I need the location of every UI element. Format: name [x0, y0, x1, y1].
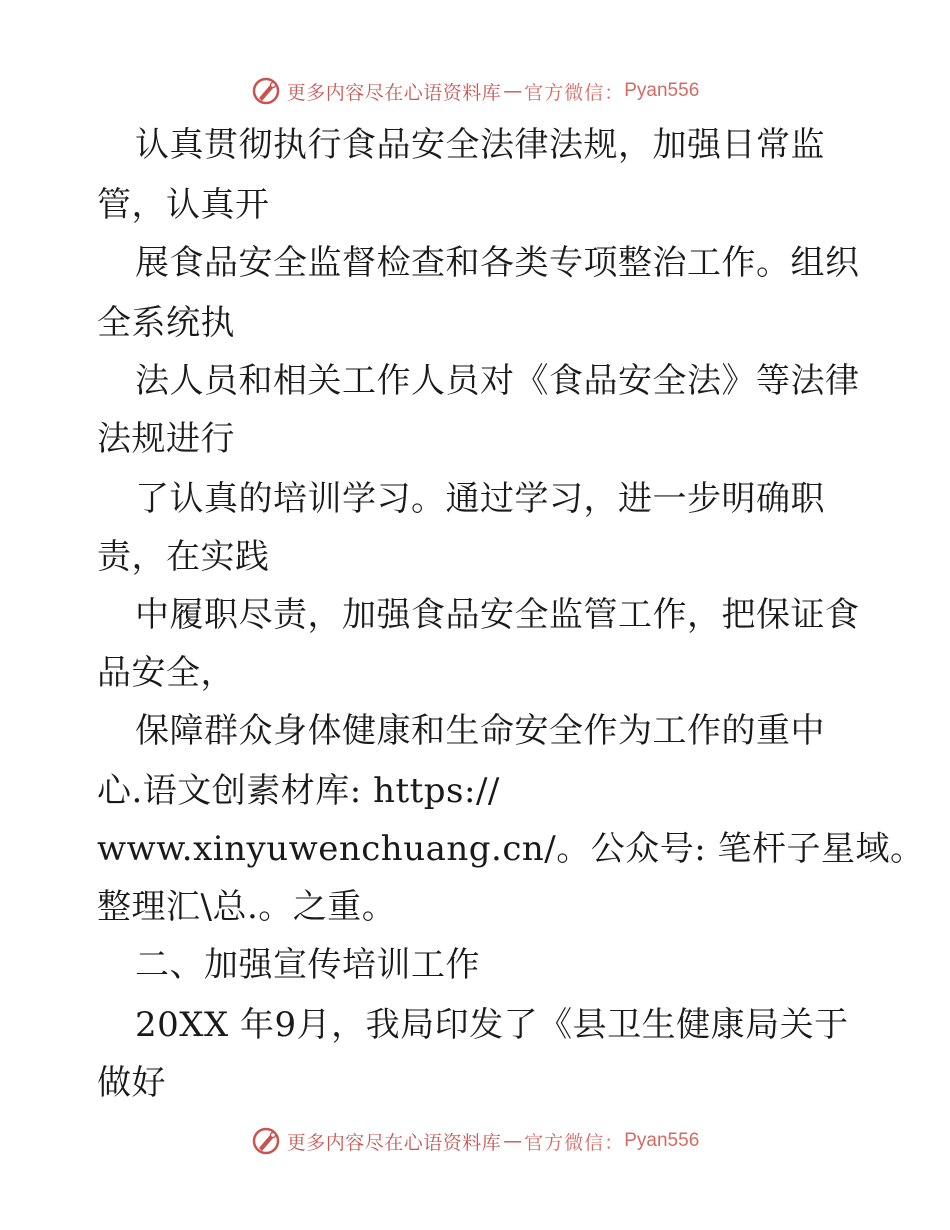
- text-line-7: 了认真的培训学习。通过学习，进一步明确职: [135, 479, 825, 519]
- text-line-14: 整理汇\总.。之重。: [97, 887, 397, 927]
- watermark-main-text: 更多内容尽在心语资料库: [286, 81, 502, 104]
- logo-icon: [251, 1126, 281, 1156]
- text-line-13: www.xinyuwenchuang.cn/。公众号: 笔杆子星域。: [97, 829, 925, 869]
- logo-icon: [251, 76, 281, 106]
- header-watermark: [0, 71, 950, 111]
- watermark-separator: —: [503, 80, 523, 102]
- watermark-handle: Pyan556: [624, 80, 700, 101]
- text-line-2: 管，认真开: [97, 185, 270, 225]
- text-line-10: 品安全，: [97, 653, 235, 693]
- section-heading: 二、加强宣传培训工作: [135, 945, 480, 985]
- footer-watermark: [0, 1121, 950, 1161]
- text-line-8: 责，在实践: [97, 537, 270, 577]
- text-line-1: 认真贯彻执行食品安全法律法规，加强日常监: [135, 125, 825, 165]
- text-line-3: 展食品安全监督检查和各类专项整治工作。组织: [135, 243, 860, 283]
- text-line-4: 全系统执: [97, 303, 235, 343]
- text-line-6: 法规进行: [97, 419, 235, 459]
- text-line-9: 中履职尽责，加强食品安全监管工作，把保证食: [135, 595, 860, 635]
- text-line-16: 20XX 年9月，我局印发了《县卫生健康局关于: [135, 1005, 849, 1045]
- text-line-12: 心.语文创素材库: https://: [97, 771, 500, 811]
- watermark-official-label: 官方微信：: [524, 81, 625, 104]
- watermark-handle: Pyan556: [624, 1130, 700, 1151]
- text-line-11: 保障群众身体健康和生命安全作为工作的重中: [135, 711, 825, 751]
- watermark-official-label: 官方微信：: [524, 1131, 625, 1154]
- text-line-5: 法人员和相关工作人员对《食品安全法》等法律: [135, 361, 860, 401]
- watermark-main-text: 更多内容尽在心语资料库: [286, 1131, 502, 1154]
- watermark-separator: —: [503, 1130, 523, 1152]
- text-line-17: 做好: [97, 1063, 166, 1103]
